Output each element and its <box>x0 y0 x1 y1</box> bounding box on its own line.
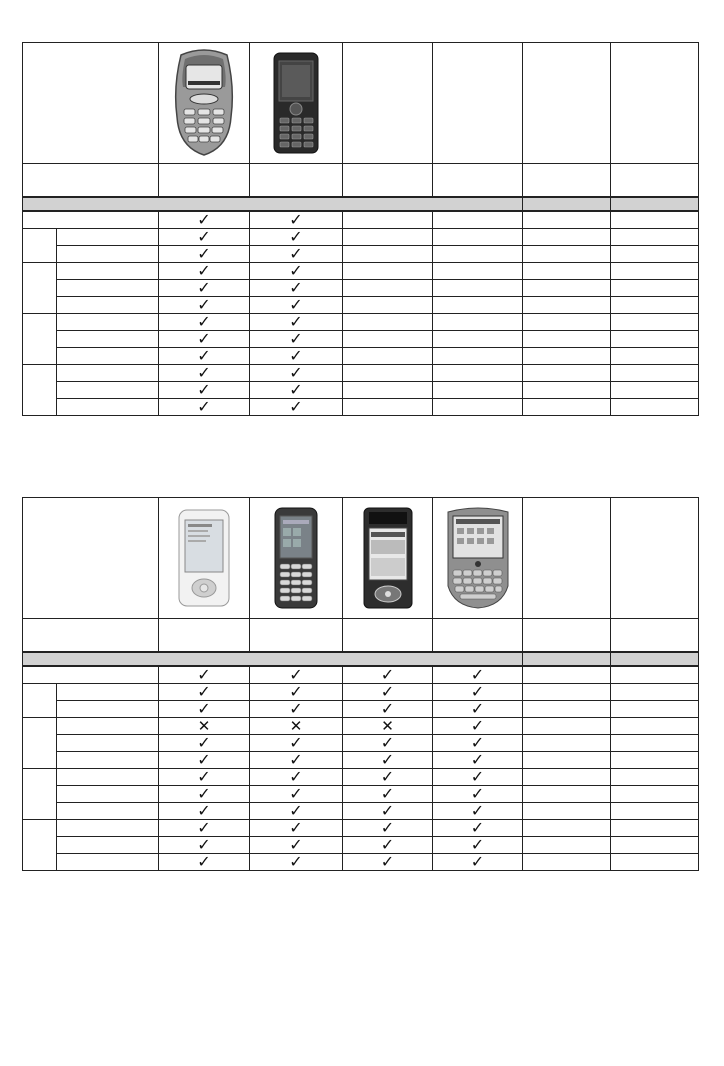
mark-cell <box>611 786 699 803</box>
check-icon: ✓ <box>289 363 303 382</box>
mark-cell <box>433 786 523 803</box>
mark-cell <box>343 718 433 735</box>
mark-cell <box>433 820 523 837</box>
check-icon: ✓ <box>289 329 303 348</box>
feature-label <box>23 666 159 684</box>
check-icon: ✓ <box>197 329 211 348</box>
mark-cell <box>611 263 699 280</box>
check-icon: ✓ <box>289 312 303 331</box>
mark-cell <box>433 803 523 820</box>
check-icon: ✓ <box>470 665 485 684</box>
feature-label <box>57 263 159 280</box>
mark-cell <box>523 348 611 365</box>
pocket-pc-icon <box>361 506 415 610</box>
mark-cell <box>250 399 343 416</box>
check-icon: ✓ <box>380 852 395 871</box>
mark-cell <box>433 666 523 684</box>
mark-cell <box>523 666 611 684</box>
mark-cell <box>343 229 433 246</box>
check-icon: ✓ <box>380 818 395 837</box>
mark-cell <box>343 365 433 382</box>
cross-icon: ✕ <box>289 717 303 735</box>
mark-cell <box>611 348 699 365</box>
feature-label <box>57 735 159 752</box>
mark-cell <box>611 718 699 735</box>
check-icon: ✓ <box>197 801 211 820</box>
mark-cell <box>250 837 343 854</box>
mark-cell <box>250 701 343 718</box>
check-icon: ✓ <box>380 750 395 769</box>
mark-cell <box>343 837 433 854</box>
mark-cell <box>159 280 250 297</box>
mark-cell <box>523 718 611 735</box>
mark-cell <box>250 246 343 263</box>
mark-cell <box>523 701 611 718</box>
mark-cell <box>523 314 611 331</box>
check-icon: ✓ <box>197 682 211 701</box>
header-blank-cell <box>23 498 159 619</box>
pda-phone-icon <box>176 508 232 608</box>
mark-cell <box>159 752 250 769</box>
mark-cell <box>433 365 523 382</box>
phone-image-row <box>23 498 699 619</box>
mark-cell <box>523 735 611 752</box>
check-icon: ✓ <box>380 682 395 701</box>
mark-cell <box>611 684 699 701</box>
mark-cell <box>523 365 611 382</box>
mark-cell <box>611 280 699 297</box>
mark-cell <box>343 348 433 365</box>
mark-cell <box>250 263 343 280</box>
mark-cell <box>343 666 433 684</box>
check-icon: ✓ <box>197 380 211 399</box>
feature-label <box>57 837 159 854</box>
cross-icon: ✕ <box>197 717 211 735</box>
mark-cell <box>250 365 343 382</box>
check-icon: ✓ <box>289 227 303 246</box>
check-icon: ✓ <box>470 818 485 837</box>
check-icon: ✓ <box>197 397 211 416</box>
mark-cell <box>250 820 343 837</box>
mark-cell <box>159 786 250 803</box>
mark-cell <box>433 701 523 718</box>
mark-cell <box>433 263 523 280</box>
check-icon: ✓ <box>470 699 485 718</box>
check-icon: ✓ <box>289 295 303 314</box>
mark-cell <box>159 382 250 399</box>
mark-cell <box>343 314 433 331</box>
check-icon: ✓ <box>289 244 303 263</box>
check-icon: ✓ <box>289 835 303 854</box>
mark-cell <box>611 382 699 399</box>
check-icon: ✓ <box>380 699 395 718</box>
mark-cell <box>611 331 699 348</box>
feature-label <box>57 314 159 331</box>
check-icon: ✓ <box>289 346 303 365</box>
mark-cell <box>611 837 699 854</box>
mark-cell <box>611 769 699 786</box>
feature-rows <box>23 666 699 871</box>
mark-cell <box>343 263 433 280</box>
mark-cell <box>611 854 699 871</box>
feature-label <box>57 382 159 399</box>
check-icon: ✓ <box>197 346 211 365</box>
mark-cell <box>523 837 611 854</box>
mark-cell <box>159 803 250 820</box>
mark-cell <box>523 280 611 297</box>
mark-cell <box>433 769 523 786</box>
check-icon: ✓ <box>197 699 211 718</box>
mark-cell <box>433 382 523 399</box>
mark-cell <box>523 684 611 701</box>
mark-cell <box>159 229 250 246</box>
mark-cell <box>611 701 699 718</box>
check-icon: ✓ <box>289 278 303 297</box>
feature-label <box>23 211 159 229</box>
check-icon: ✓ <box>470 835 485 854</box>
check-icon: ✓ <box>197 835 211 854</box>
phone-cell <box>343 498 433 619</box>
mark-cell <box>611 365 699 382</box>
check-icon: ✓ <box>289 818 303 837</box>
mark-cell <box>159 701 250 718</box>
mark-cell <box>523 769 611 786</box>
compatibility-table-1 <box>22 42 699 416</box>
phone-cell-empty <box>611 43 699 164</box>
group-label <box>23 769 57 820</box>
mark-cell <box>343 280 433 297</box>
check-icon: ✓ <box>380 801 395 820</box>
mark-cell <box>159 718 250 735</box>
mark-cell <box>250 280 343 297</box>
phone-name-row <box>23 164 699 198</box>
mark-cell <box>250 211 343 229</box>
smartphone-icon <box>272 506 320 610</box>
group-label <box>23 684 57 718</box>
mark-cell <box>250 382 343 399</box>
mark-cell <box>433 297 523 314</box>
mark-cell <box>433 348 523 365</box>
mark-cell <box>523 263 611 280</box>
mark-cell <box>433 718 523 735</box>
mark-cell <box>343 854 433 871</box>
mark-cell <box>250 735 343 752</box>
phone-cell-empty <box>523 43 611 164</box>
mark-cell <box>159 365 250 382</box>
mark-cell <box>250 229 343 246</box>
mark-cell <box>250 752 343 769</box>
phone-cell-empty <box>523 498 611 619</box>
mark-cell <box>343 769 433 786</box>
feature-rows <box>23 211 699 416</box>
check-icon: ✓ <box>197 818 211 837</box>
mark-cell <box>433 735 523 752</box>
mark-cell <box>433 314 523 331</box>
check-icon: ✓ <box>289 665 303 684</box>
phone-cell <box>250 498 343 619</box>
mark-cell <box>159 263 250 280</box>
feature-label <box>57 684 159 701</box>
check-icon: ✓ <box>289 852 303 871</box>
phone-cell-empty <box>611 498 699 619</box>
check-icon: ✓ <box>289 261 303 280</box>
check-icon: ✓ <box>380 784 395 803</box>
mark-cell <box>343 820 433 837</box>
mark-cell <box>159 348 250 365</box>
check-icon: ✓ <box>289 699 303 718</box>
check-icon: ✓ <box>470 716 485 735</box>
blackberry-icon <box>442 506 514 610</box>
phone-cell <box>159 498 250 619</box>
group-label <box>23 314 57 365</box>
mark-cell <box>611 666 699 684</box>
feature-label <box>57 331 159 348</box>
mark-cell <box>611 211 699 229</box>
mark-cell <box>433 752 523 769</box>
mark-cell <box>250 769 343 786</box>
feature-label <box>57 399 159 416</box>
mark-cell <box>159 684 250 701</box>
check-icon: ✓ <box>289 682 303 701</box>
mark-cell <box>159 666 250 684</box>
check-icon: ✓ <box>470 784 485 803</box>
phone-cell-empty <box>433 43 523 164</box>
mark-cell <box>523 229 611 246</box>
check-icon: ✓ <box>197 784 211 803</box>
group-label <box>23 263 57 314</box>
mark-cell <box>250 786 343 803</box>
flip-oval-phone-icon <box>169 47 239 159</box>
check-icon: ✓ <box>470 801 485 820</box>
check-icon: ✓ <box>197 312 211 331</box>
group-label <box>23 718 57 769</box>
check-icon: ✓ <box>289 784 303 803</box>
phone-name-row <box>23 619 699 653</box>
mark-cell <box>343 382 433 399</box>
mark-cell <box>159 820 250 837</box>
cross-icon: ✕ <box>381 717 394 735</box>
mark-cell <box>611 820 699 837</box>
mark-cell <box>433 331 523 348</box>
mark-cell <box>523 297 611 314</box>
mark-cell <box>250 718 343 735</box>
check-icon: ✓ <box>380 835 395 854</box>
feature-label <box>57 803 159 820</box>
mark-cell <box>250 666 343 684</box>
compatibility-table-2 <box>22 497 699 871</box>
mark-cell <box>250 331 343 348</box>
mark-cell <box>343 246 433 263</box>
check-icon: ✓ <box>197 227 211 246</box>
check-icon: ✓ <box>289 380 303 399</box>
mark-cell <box>343 786 433 803</box>
phone-cell-empty <box>343 43 433 164</box>
mark-cell <box>159 297 250 314</box>
mark-cell <box>250 803 343 820</box>
check-icon: ✓ <box>470 852 485 871</box>
check-icon: ✓ <box>380 767 395 786</box>
check-icon: ✓ <box>197 363 211 382</box>
mark-cell <box>523 820 611 837</box>
phone-image-row <box>23 43 699 164</box>
check-icon: ✓ <box>197 261 211 280</box>
mark-cell <box>159 331 250 348</box>
mark-cell <box>611 803 699 820</box>
mark-cell <box>343 684 433 701</box>
mark-cell <box>611 752 699 769</box>
check-icon: ✓ <box>380 733 395 752</box>
mark-cell <box>250 314 343 331</box>
check-icon: ✓ <box>289 210 303 229</box>
mark-cell <box>343 701 433 718</box>
section-divider <box>23 197 699 211</box>
mark-cell <box>159 854 250 871</box>
mark-cell <box>523 246 611 263</box>
feature-label <box>57 701 159 718</box>
mark-cell <box>523 331 611 348</box>
feature-label <box>57 229 159 246</box>
mark-cell <box>611 314 699 331</box>
mark-cell <box>159 246 250 263</box>
mark-cell <box>433 246 523 263</box>
mark-cell <box>159 211 250 229</box>
check-icon: ✓ <box>470 750 485 769</box>
check-icon: ✓ <box>197 295 211 314</box>
check-icon: ✓ <box>289 801 303 820</box>
mark-cell <box>523 399 611 416</box>
mark-cell <box>433 280 523 297</box>
mark-cell <box>250 684 343 701</box>
mark-cell <box>159 735 250 752</box>
mark-cell <box>611 399 699 416</box>
check-icon: ✓ <box>197 210 211 229</box>
mark-cell <box>250 297 343 314</box>
mark-cell <box>433 211 523 229</box>
phone-cell <box>433 498 523 619</box>
check-icon: ✓ <box>289 767 303 786</box>
feature-label <box>57 280 159 297</box>
feature-label <box>57 854 159 871</box>
feature-label <box>57 769 159 786</box>
check-icon: ✓ <box>289 397 303 416</box>
check-icon: ✓ <box>197 278 211 297</box>
check-icon: ✓ <box>289 750 303 769</box>
mark-cell <box>523 211 611 229</box>
check-icon: ✓ <box>197 733 211 752</box>
feature-label <box>57 297 159 314</box>
feature-label <box>57 820 159 837</box>
mark-cell <box>611 735 699 752</box>
mark-cell <box>159 314 250 331</box>
mark-cell <box>343 297 433 314</box>
check-icon: ✓ <box>197 852 211 871</box>
feature-label <box>57 786 159 803</box>
check-icon: ✓ <box>197 750 211 769</box>
feature-label <box>57 365 159 382</box>
check-icon: ✓ <box>197 244 211 263</box>
mark-cell <box>433 684 523 701</box>
check-icon: ✓ <box>197 767 211 786</box>
mark-cell <box>343 211 433 229</box>
feature-label <box>57 246 159 263</box>
mark-cell <box>611 229 699 246</box>
header-blank-cell <box>23 43 159 164</box>
mark-cell <box>433 229 523 246</box>
mark-cell <box>343 331 433 348</box>
feature-label <box>57 348 159 365</box>
mark-cell <box>159 837 250 854</box>
mark-cell <box>523 803 611 820</box>
phone-cell <box>250 43 343 164</box>
mark-cell <box>523 854 611 871</box>
mark-cell <box>611 246 699 263</box>
mark-cell <box>523 382 611 399</box>
feature-label <box>57 718 159 735</box>
mark-cell <box>611 297 699 314</box>
section-divider <box>23 652 699 666</box>
mark-cell <box>250 348 343 365</box>
check-icon: ✓ <box>289 733 303 752</box>
mark-cell <box>159 399 250 416</box>
mark-cell <box>433 854 523 871</box>
candybar-phone-icon <box>270 51 322 155</box>
feature-label <box>57 752 159 769</box>
mark-cell <box>343 752 433 769</box>
check-icon: ✓ <box>470 767 485 786</box>
mark-cell <box>523 786 611 803</box>
mark-cell <box>433 399 523 416</box>
mark-cell <box>523 752 611 769</box>
mark-cell <box>343 803 433 820</box>
mark-cell <box>250 854 343 871</box>
check-icon: ✓ <box>197 665 211 684</box>
mark-cell <box>343 735 433 752</box>
check-icon: ✓ <box>470 733 485 752</box>
check-icon: ✓ <box>380 665 395 684</box>
phone-cell <box>159 43 250 164</box>
check-icon: ✓ <box>470 682 485 701</box>
group-label <box>23 820 57 871</box>
mark-cell <box>343 399 433 416</box>
mark-cell <box>159 769 250 786</box>
group-label <box>23 229 57 263</box>
group-label <box>23 365 57 416</box>
mark-cell <box>433 837 523 854</box>
